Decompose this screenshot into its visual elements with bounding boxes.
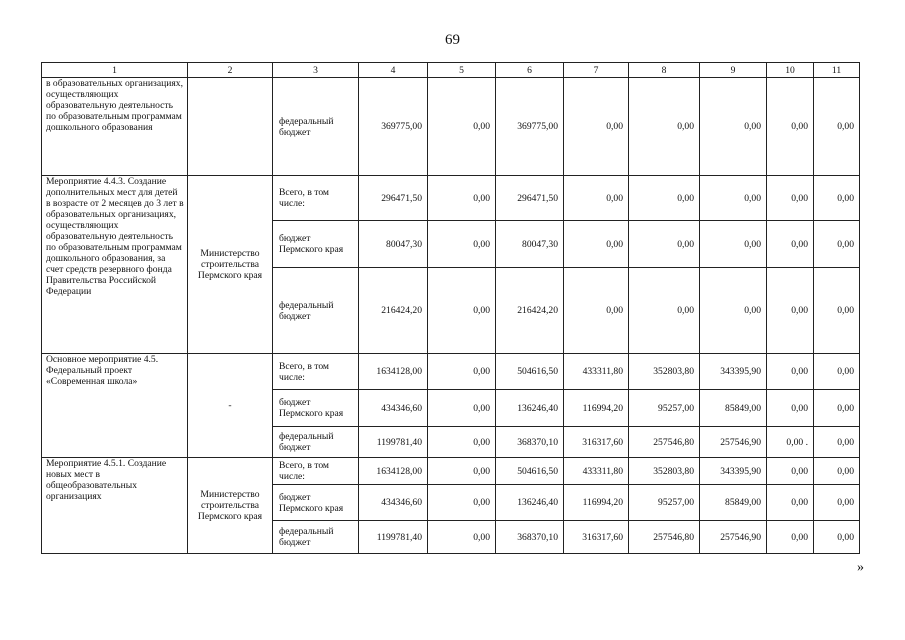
amount-cell: 0,00 [700,176,767,221]
amount-cell: 257546,80 [629,427,700,458]
amount-cell: 504616,50 [496,458,564,485]
amount-cell: 0,00 [428,78,496,176]
amount-cell: 95257,00 [629,485,700,521]
header-cell: 6 [496,63,564,78]
header-cell: 9 [700,63,767,78]
amount-cell: 0,00 [564,176,629,221]
amount-cell: 369775,00 [496,78,564,176]
funding-source: федеральный бюджет [273,521,359,554]
header-row [42,63,860,78]
amount-cell: 0,00 [814,78,860,176]
header-cell: 2 [188,63,273,78]
amount-cell: 0,00 [428,485,496,521]
amount-cell: 504616,50 [496,354,564,390]
amount-cell: 257546,80 [629,521,700,554]
amount-cell: 433311,80 [564,354,629,390]
amount-cell: 434346,60 [359,485,428,521]
amount-cell: 0,00 [767,390,814,427]
amount-cell: 0,00 [428,176,496,221]
amount-cell: 0,00 [428,427,496,458]
amount-cell: 0,00 [767,221,814,268]
amount-cell: 0,00 [564,78,629,176]
budget-table [41,62,860,554]
amount-cell: 0,00 [767,268,814,354]
funding-source: Всего, в том числе: [273,354,359,390]
amount-cell: 343395,90 [700,458,767,485]
amount-cell: 1199781,40 [359,521,428,554]
amount-cell: 368370,10 [496,427,564,458]
amount-cell: 0,00 [814,521,860,554]
table-row [42,458,860,485]
measure-description: Мероприятие 4.5.1. Создание новых мест в общеобразовательных организациях [42,458,188,554]
amount-cell: 368370,10 [496,521,564,554]
amount-cell: 0,00 [814,354,860,390]
amount-cell: 0,00 [629,78,700,176]
responsible-executor: Министерство строительства Пермского края [188,176,273,354]
amount-cell: 95257,00 [629,390,700,427]
measure-description: Основное мероприятие 4.5. Федеральный проект «Современная школа» [42,354,188,458]
amount-cell: 0,00 [814,221,860,268]
amount-cell: 0,00 [814,485,860,521]
header-cell: 10 [767,63,814,78]
header-cell: 5 [428,63,496,78]
amount-cell: 0,00 [814,268,860,354]
amount-cell: 80047,30 [496,221,564,268]
amount-cell: 116994,20 [564,390,629,427]
amount-cell: 0,00 [767,176,814,221]
table-row [42,176,860,221]
measure-description: в образовательных организациях, осуществляющих образовательную деятельность по образовательным программам дошкольного образования [42,78,188,176]
amount-cell: 343395,90 [700,354,767,390]
amount-cell: 1199781,40 [359,427,428,458]
amount-cell: 1634128,00 [359,458,428,485]
amount-cell: 316317,60 [564,427,629,458]
amount-cell: 0,00 [428,521,496,554]
amount-cell: 0,00 [767,458,814,485]
funding-source: федеральный бюджет [273,78,359,176]
amount-cell: 0,00 [629,221,700,268]
amount-cell: 136246,40 [496,485,564,521]
amount-cell: 85849,00 [700,390,767,427]
amount-cell: 0,00 [428,221,496,268]
header-cell: 3 [273,63,359,78]
amount-cell: 0,00 [428,458,496,485]
amount-cell: 369775,00 [359,78,428,176]
amount-cell: 0,00 [629,268,700,354]
amount-cell: 0,00 [767,78,814,176]
amount-cell: 0,00 [428,390,496,427]
amount-cell: 85849,00 [700,485,767,521]
amount-cell: 216424,20 [496,268,564,354]
funding-source: федеральный бюджет [273,427,359,458]
amount-cell: 0,00 [564,268,629,354]
funding-source: федеральный бюджет [273,268,359,354]
amount-cell: 216424,20 [359,268,428,354]
header-cell: 8 [629,63,700,78]
amount-cell: 116994,20 [564,485,629,521]
amount-cell: 0,00 [700,268,767,354]
amount-cell: 0,00 [814,390,860,427]
amount-cell: 0,00 . [767,427,814,458]
amount-cell: 0,00 [814,176,860,221]
table-row [42,354,860,390]
amount-cell: 0,00 [428,268,496,354]
funding-source: Всего, в том числе: [273,458,359,485]
amount-cell: 80047,30 [359,221,428,268]
measure-description: Мероприятие 4.4.3. Создание дополнительных мест для детей в возрасте от 2 месяцев до 3 лет в образовательных организациях, осуществляющих образовательную деятельность по образовательным программам дошкольного образования, за счет средств резервного фонда Правительства Российской Федерации [42,176,188,354]
continuation-mark: » [857,560,864,575]
amount-cell: 433311,80 [564,458,629,485]
funding-source: Всего, в том числе: [273,176,359,221]
amount-cell: 296471,50 [496,176,564,221]
amount-cell: 136246,40 [496,390,564,427]
amount-cell: 0,00 [700,221,767,268]
amount-cell: 0,00 [767,521,814,554]
responsible-executor: - [188,354,273,458]
page-number: 69 [445,32,460,48]
header-cell: 4 [359,63,428,78]
amount-cell: 0,00 [767,354,814,390]
funding-source: бюджет Пермского края [273,221,359,268]
amount-cell: 0,00 [814,427,860,458]
amount-cell: 257546,90 [700,521,767,554]
amount-cell: 0,00 [767,485,814,521]
header-cell: 7 [564,63,629,78]
amount-cell: 316317,60 [564,521,629,554]
amount-cell: 352803,80 [629,458,700,485]
funding-source: бюджет Пермского края [273,485,359,521]
amount-cell: 0,00 [629,176,700,221]
responsible-executor [188,78,273,176]
table-row [42,78,860,176]
amount-cell: 434346,60 [359,390,428,427]
amount-cell: 1634128,00 [359,354,428,390]
header-cell: 11 [814,63,860,78]
amount-cell: 0,00 [564,221,629,268]
amount-cell: 296471,50 [359,176,428,221]
amount-cell: 0,00 [428,354,496,390]
header-cell: 1 [42,63,188,78]
amount-cell: 0,00 [814,458,860,485]
amount-cell: 352803,80 [629,354,700,390]
amount-cell: 257546,90 [700,427,767,458]
amount-cell: 0,00 [700,78,767,176]
responsible-executor: Министерство строительства Пермского края [188,458,273,554]
funding-source: бюджет Пермского края [273,390,359,427]
